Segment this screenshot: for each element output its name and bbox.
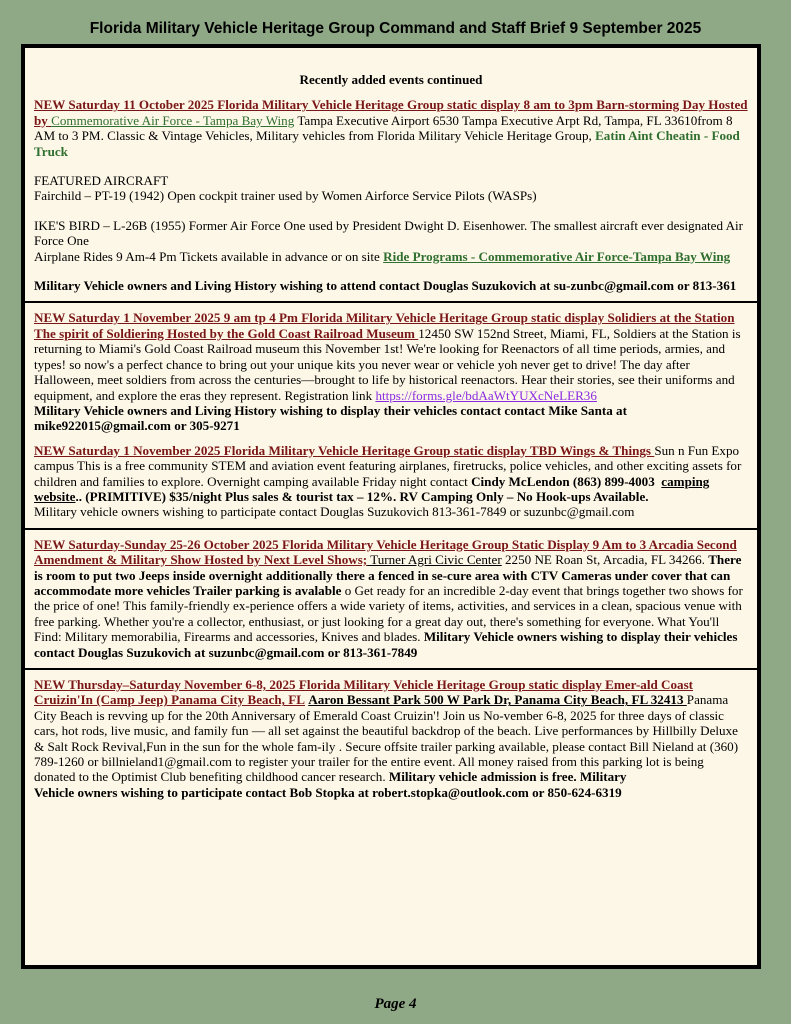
- event-5-contact: Vehicle owners wishing to participate contact Bob Stopka at robert.stopka@outlook.com or 850-624-6319: [34, 784, 622, 800]
- event-4-address: 2250 NE Roan St, Arcadia, FL 34266.: [501, 552, 709, 568]
- event-5: [34, 677, 748, 800]
- event-5-title: NEW Thursday–Saturday November 6-8, 2025 Florida Military Vehicle Heritage Group static display Emer-ald Coast Cruizin'In (Camp Jeep) Panama City Beach, FL: [34, 677, 694, 708]
- cat-tampa-link[interactable]: Commemorative Air Force - Tampa Bay Wing: [51, 112, 295, 128]
- featured-heading: FEATURED AIRCRAFT: [34, 173, 169, 189]
- registration-link[interactable]: https://forms.gle/bdAaWtYUXcNeLER36: [375, 387, 597, 403]
- event-3-contact: Military vehicle owners wishing to participate contact Douglas Suzukovich 813-361-7849 or suzunbc@gmail.com: [34, 504, 635, 520]
- event-1-contact: Military Vehicle owners and Living History wishing to attend contact Douglas Suzukovich at su-zunbc@gmail.com or 813-361: [34, 278, 737, 294]
- event-3: [34, 443, 748, 520]
- camping-info: .. (PRIMITIVE) $35/night Plus sales & tourist tax – 12%. RV Camping Only – No Hook-ups Available.: [75, 488, 649, 504]
- camping-website-link[interactable]: camping website: [34, 473, 710, 504]
- event-1-details: Tampa Executive Airport 6530 Tampa Executive Arpt Rd, Tampa, FL 33610from 8 AM to 3 PM. Classic & Vintage Vehicles, Military vehicles from Florida Military Vehicle Heritage Group,: [34, 112, 733, 144]
- page-number: Page 4: [374, 996, 417, 1012]
- event-4-title: NEW Saturday-Sunday 25-26 October 2025 Florida Military Vehicle Heritage Group Static Display 9 Am to 3 Arcadia Second Amendment & Military Show Hosted by Next Level Shows;: [34, 536, 737, 568]
- page-header: Florida Military Vehicle Heritage Group Command and Staff Brief 9 September 2025: [89, 20, 702, 37]
- event-2-contact: Military Vehicle owners and Living History wishing to display their vehicles contact contact Mike Santa at mike922015@gmail.com or 305-9271: [34, 402, 627, 434]
- event-4-venue: Turner Agri Civic Center: [367, 552, 502, 568]
- ride-programs-link[interactable]: Ride Programs - Commemorative Air Force-Tampa Bay Wing: [383, 248, 731, 264]
- event-5-admission: Military vehicle admission is free. Military: [388, 769, 627, 785]
- event-2: [34, 310, 748, 433]
- aircraft-ikes-bird: IKE'S BIRD – L-26B (1955) Former Air Force One used by President Dwight D. Eisenhower. The smallest aircraft ever designated Air Force One: [34, 217, 744, 249]
- event-4-details: o Get ready for an incredible 2-day event that brings together two shows for the price of one! This family-friendly ex-perience offers a wide variety of items, activities, and services in a clean, spacious venue with free parking. Whether you're a collector, enthusiast, or just looking for a great day out, there's something for everyone. What You'll Find: Military memorabilia, Firearms and accessories, Knives and blades.: [34, 582, 743, 645]
- event-5-details: Panama City Beach is revving up for the 20th Anniversary of Emerald Coast Cruizin'! Join us No-vember 6-8, 2025 for three days of classic cars, hot rods, live music, and family fun — all set against the beautiful backdrop of the beach. Live performances by Hillbilly Deluxe & Salt Rock Revival,Fun in the sun for the whole fam-ily . Secure offsite trailer parking available, please contact Bill Nieland at (360) 789-1260 or billnieland1@gmail.com to register your trailer for the entire event. All money raised from this parking lot is being donated to the Optimist Club benefiting childhood cancer research.: [34, 692, 739, 785]
- event-3-details: Sun n Fun Expo campus This is a free community STEM and aviation event featuring airplanes, firetrucks, police vehicles, and other exciting assets for children and families to explore. Overnight camping available Friday night contact: [34, 442, 742, 489]
- cindy-contact: Cindy McLendon (863) 899-4003: [471, 473, 655, 489]
- section-title: Recently added events continued: [299, 72, 483, 87]
- event-2-details: 12450 SW 152nd Street, Miami, FL, Soldiers at the Station is returning to Miami's Gold Coast Railroad museum this November 1st! We're looking for Reenactors of all time periods, armies, and types! so now's a perfect chance to bring out your unique kits you never wear or vehicle yoh never get to drive! The day after Halloween, meet soldiers from across the centuries—brought to life by historical reenactors. Hear their stories, see their uniforms and equipment, and explore the eras they represent. Registration link: [34, 325, 741, 403]
- event-4-parking: There is room to put two Jeeps inside overnight additionally there a fenced in se-cure area with CTV Cameras under cover that can accommodate more vehicles Trailer parking is avalable: [34, 552, 742, 598]
- content-panel: [21, 44, 761, 969]
- aircraft-pt19: Fairchild – PT-19 (1942) Open cockpit trainer used by Women Airforce Service Pilots (WASPs): [34, 188, 537, 204]
- event-4: [34, 537, 748, 660]
- event-5-location: Aaron Bessant Park 500 W Park Dr, Panama City Beach, FL 32413: [308, 692, 687, 708]
- event-3-title: NEW Saturday 1 November 2025 Florida Military Vehicle Heritage Group static display TBD Wings & Things: [34, 442, 655, 458]
- event-1-title: NEW Saturday 11 October 2025 Florida Military Vehicle Heritage Group static display 8 am to 3pm Barn-storming Day Hosted by: [34, 97, 748, 128]
- airplane-rides-text: Airplane Rides 9 Am-4 Pm Tickets available in advance or on site: [34, 248, 384, 264]
- event-2-title: NEW Saturday 1 November 2025 9 am tp 4 Pm Florida Military Vehicle Heritage Group static display Solidiers at the Station The spirit of Soldiering Hosted by the Gold Coast Railroad Museum: [34, 310, 735, 341]
- event-1: [34, 97, 748, 293]
- event-4-contact: Military Vehicle owners wishing to display their vehicles contact Douglas Suzukovich at suzunbc@gmail.com or 813-361-7849: [34, 629, 738, 660]
- food-truck-text: Eatin Aint Cheatin - Food Truck: [34, 128, 740, 159]
